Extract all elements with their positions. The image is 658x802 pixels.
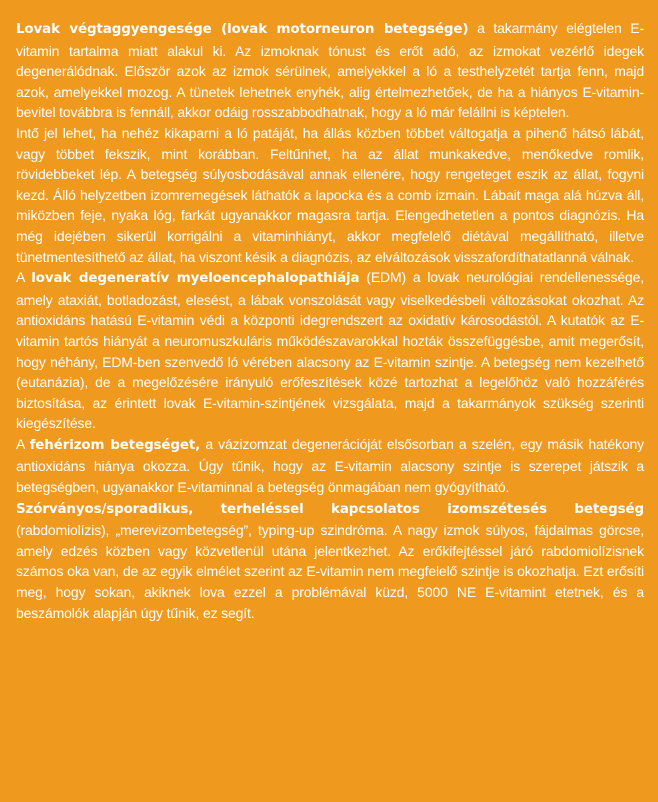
- body-edm: (EDM) a lovak neurológiai rendellenessége, amely ataxiát, botladozást, elesést, a lábak vonszolását vagy viselkedésbeli változásokat okozhat. Az antioxidáns hatású E-vitamin védi a központi idegrendszert az oxidatív károsodástól. A kutatók az E-vitamin tartós hiányát a neuromuszkuláris működészavarokkal hozták összefüggésbe, amit megerősít, hogy néhány, EDM-ben szenvedő ló vérében alacsony az E-vitamin szintje. A betegség nem kezelhető (eutanázia), de a megelőzésére irányuló erőfeszítések közé tartozhat a legelőhöz való hozzáférés biztosítása, az érintett lovak E-vitamin-szintjének vizsgálata, majd a takarmányok szükség szerinti kiegészítése.: [16, 269, 645, 432]
- heading-motor-neuron: Lovak végtaggyengesége (lovak motorneuron betegsége): [16, 22, 469, 37]
- paragraph-edm: [16, 267, 644, 434]
- paragraph-rhabdomyolysis: [16, 498, 644, 624]
- body-rhabdomyolysis: (rabdomiolízis), „merevizombetegség”, typing-up szindróma. A nagy izmok súlyos, fájdalmas görcse, amely edzés közben vagy közvetlenül utána jelentkezhet. Az erőkifejtéssel járó rabdomiolízisnek számos oka van, de az egyik elmélet szerint az E-vitamin nem megfelelő szintje is okozhatja. Ezt erősíti meg, hogy sokan, akiknek lova ezzel a problémával küzd, 5000 NE E-vitamint etetnek, és a beszámolók alapján úgy tűnik, ez segít.: [16, 522, 644, 621]
- lead-white-muscle: A: [16, 435, 30, 452]
- lead-edm: A: [16, 269, 32, 286]
- heading-rhabdomyolysis: Szórványos/sporadikus, terheléssel kapcsolatos izomszétesés betegség: [16, 501, 644, 517]
- paragraph-white-muscle: [16, 434, 644, 498]
- body-symptoms: Intő jel lehet, ha nehéz kikaparni a ló patáját, ha állás közben többet váltogatja a pihenő hátsó lábát, vagy többet fekszik, mint korábban. Feltűnhet, ha az állat munkakedve, menőkedve romlik, rövidebbeket lép. A betegség súlyosbodásával annak ellenére, hogy rengeteget eszik az állat, fogyni kezd. Álló helyzetben izomremegések láthatók a lapocka és a comb izmain. Lábait maga alá húzva áll, miközben feje, nyaka lóg, farkát ugyanakkor magasra tartja. Elengedhetetlen a pontos diagnózis. Ha még idejében sikerül korrigálni a vitaminhiányt, akkor megfelelő diétával megállítható, illetve tünetmentesíthető az állat, ha viszont késik a diagnózis, az elváltozások visszafordíthatatlanná válnak.: [16, 124, 644, 265]
- heading-edm: lovak degeneratív myeloencephalopathiája: [31, 271, 360, 287]
- body-motor-neuron: a takarmány elégtelen E-vitamin tartalma miatt alakul ki. Az izmoknak tónust és erőt adó, az izmokat vezérlő idegek degenerálódnak. Először azok az izmok sérülnek, amelyekkel a ló a testhelyzetét tartja fenn, majd azok, amelyekkel mozog. A tünetek lehetnek enyhék, alig értelmezhetőek, de ha a hiányos E-vitamin-bevitel továbbra is fennáll, akkor odáig rosszabbodhatnak, hogy a ló már felállni is képtelen.: [16, 20, 644, 121]
- body-white-muscle: a vázizomzat degenerációját elsősorban a szelén, egy másik hatékony antioxidáns hiánya okozza. Úgy tűnik, hogy az E-vitamin alacsony szintje is szerepet játszik a betegségben, ugyanakkor E-vitaminnal a betegség önmagában nem gyógyítható.: [16, 435, 645, 496]
- paragraph-motor-neuron: [16, 18, 644, 123]
- heading-white-muscle: fehérizom betegséget,: [29, 437, 201, 453]
- paragraph-symptoms: [16, 123, 644, 267]
